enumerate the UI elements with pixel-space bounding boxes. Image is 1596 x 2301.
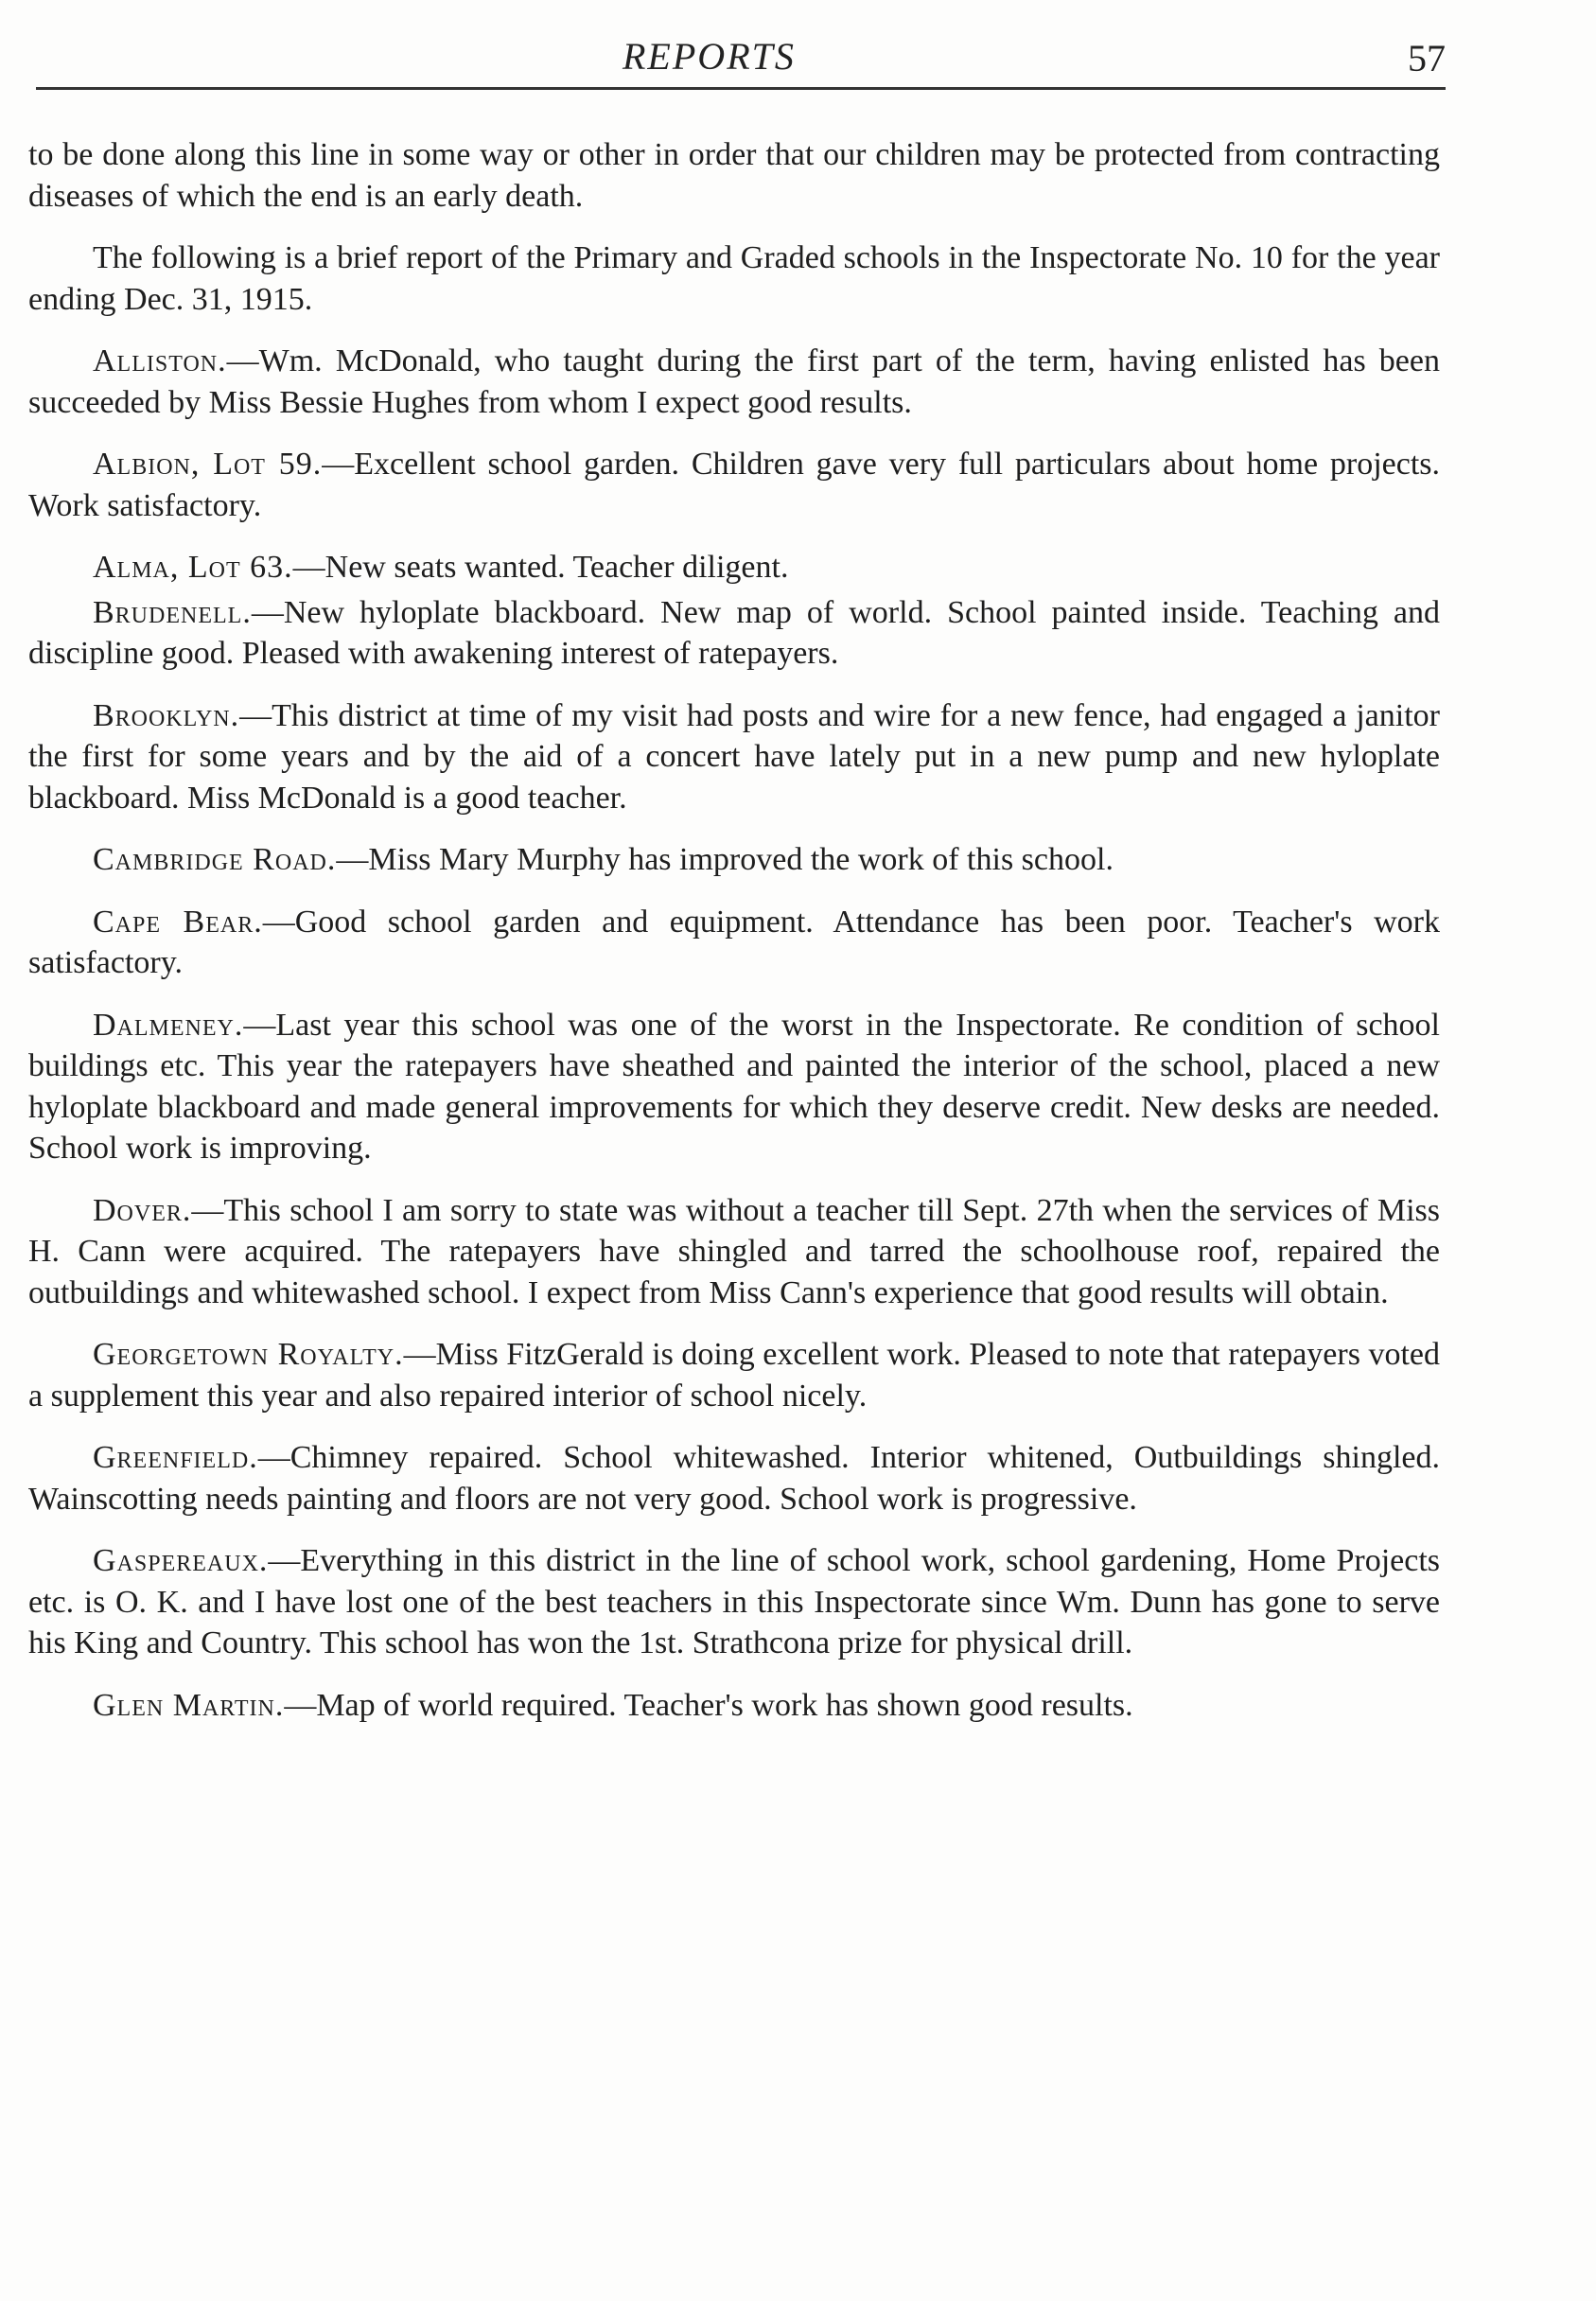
page-title: REPORTS (623, 35, 796, 78)
paragraph-intro (28, 237, 1440, 320)
entry-text: —This school I am sorry to state was without a teacher till Sept. 27th when the services of Miss H. Cann were acquired. The ratepayers have shingled and tarred the schoolhouse roof, repaired the outbuildings and whitewashed school. I expect from Miss Cann's experience that good results will obtain. (28, 1192, 1440, 1310)
place-name: Gaspereaux. (93, 1543, 269, 1578)
report-entry (28, 341, 1440, 423)
place-name: Dalmeney. (93, 1007, 244, 1043)
entry-text: —Excellent school garden. Children gave very full particulars about home projects. Work satisfactory. (28, 447, 1440, 523)
place-name: Cambridge Road. (93, 842, 337, 877)
report-entry (28, 1334, 1440, 1416)
report-entry (28, 1685, 1440, 1727)
place-name: Alma, Lot 63. (93, 550, 293, 585)
entry-text: —Miss Mary Murphy has improved the work of this school. (336, 842, 1114, 877)
report-entry (28, 695, 1440, 819)
place-name: Alliston. (93, 343, 227, 378)
entry-text: —Miss FitzGerald is doing excellent work. Pleased to note that ratepayers voted a supplement this year and also repaired interior of school nicely. (28, 1337, 1440, 1414)
entry-text: —Chimney repaired. School whitewashed. Interior whitened, Outbuildings shingled. Wainscotting needs painting and floors are not very good. School work is progressive. (28, 1440, 1440, 1517)
report-entry (28, 547, 1440, 588)
place-name: Albion, Lot 59. (93, 447, 323, 482)
report-entry (28, 1005, 1440, 1169)
report-entry (28, 592, 1440, 675)
entry-text: —Last year this school was one of the worst in the Inspectorate. Re condition of school buildings etc. This year the ratepayers have sheathed and painted the interior of the school, placed a new hyloplate blackboard and made general improvements for which they deserve credit. New desks are needed. School work is improving. (28, 1007, 1440, 1166)
report-entry (28, 444, 1440, 526)
place-name: Greenfield. (93, 1440, 258, 1475)
page-number: 57 (1408, 37, 1446, 79)
place-name: Georgetown Royalty. (93, 1337, 404, 1372)
header-rule (36, 87, 1446, 90)
report-entry (28, 902, 1440, 984)
report-entry (28, 839, 1440, 881)
report-entry (28, 1190, 1440, 1314)
place-name: Brooklyn. (93, 697, 240, 733)
report-entry (28, 1437, 1440, 1519)
place-name: Cape Bear. (93, 904, 263, 940)
place-name: Glen Martin. (93, 1687, 285, 1723)
paragraph-continuation (28, 134, 1440, 217)
report-body (28, 134, 1440, 1747)
paragraph-text: to be done along this line in some way or other in order that our children may be protected from contracting diseases of which the end is an early death. (28, 137, 1440, 214)
entry-text: —New hyloplate blackboard. New map of world. School painted inside. Teaching and discipline good. Pleased with awakening interest of ratepayers. (28, 594, 1440, 671)
paragraph-text: The following is a brief report of the Primary and Graded schools in the Inspectorate No. 10 for the year ending Dec. 31, 1915. (28, 240, 1440, 317)
entry-text: —Good school garden and equipment. Attendance has been poor. Teacher's work satisfactory. (28, 904, 1440, 980)
place-name: Dover. (93, 1192, 192, 1228)
entry-text: —Wm. McDonald, who taught during the first part of the term, having enlisted has been succeeded by Miss Bessie Hughes from whom I expect good results. (28, 343, 1440, 420)
entry-text: —Map of world required. Teacher's work has shown good results. (284, 1687, 1133, 1723)
entry-text: —New seats wanted. Teacher diligent. (292, 550, 789, 585)
entry-text: —Everything in this district in the line of school work, school gardening, Home Projects etc. is O. K. and I have lost one of the best teachers in this Inspectorate since Wm. Dunn has gone to serve his King and Country. This school has won the 1st. Strathcona prize for physical drill. (28, 1543, 1440, 1660)
report-entry (28, 1540, 1440, 1664)
entry-text: —This district at time of my visit had posts and wire for a new fence, had engaged a janitor the first for some years and by the aid of a concert have lately put in a new pump and new hyloplate blackboard. Miss McDonald is a good teacher. (28, 697, 1440, 816)
running-head (36, 26, 1446, 93)
place-name: Brudenell. (93, 594, 252, 630)
